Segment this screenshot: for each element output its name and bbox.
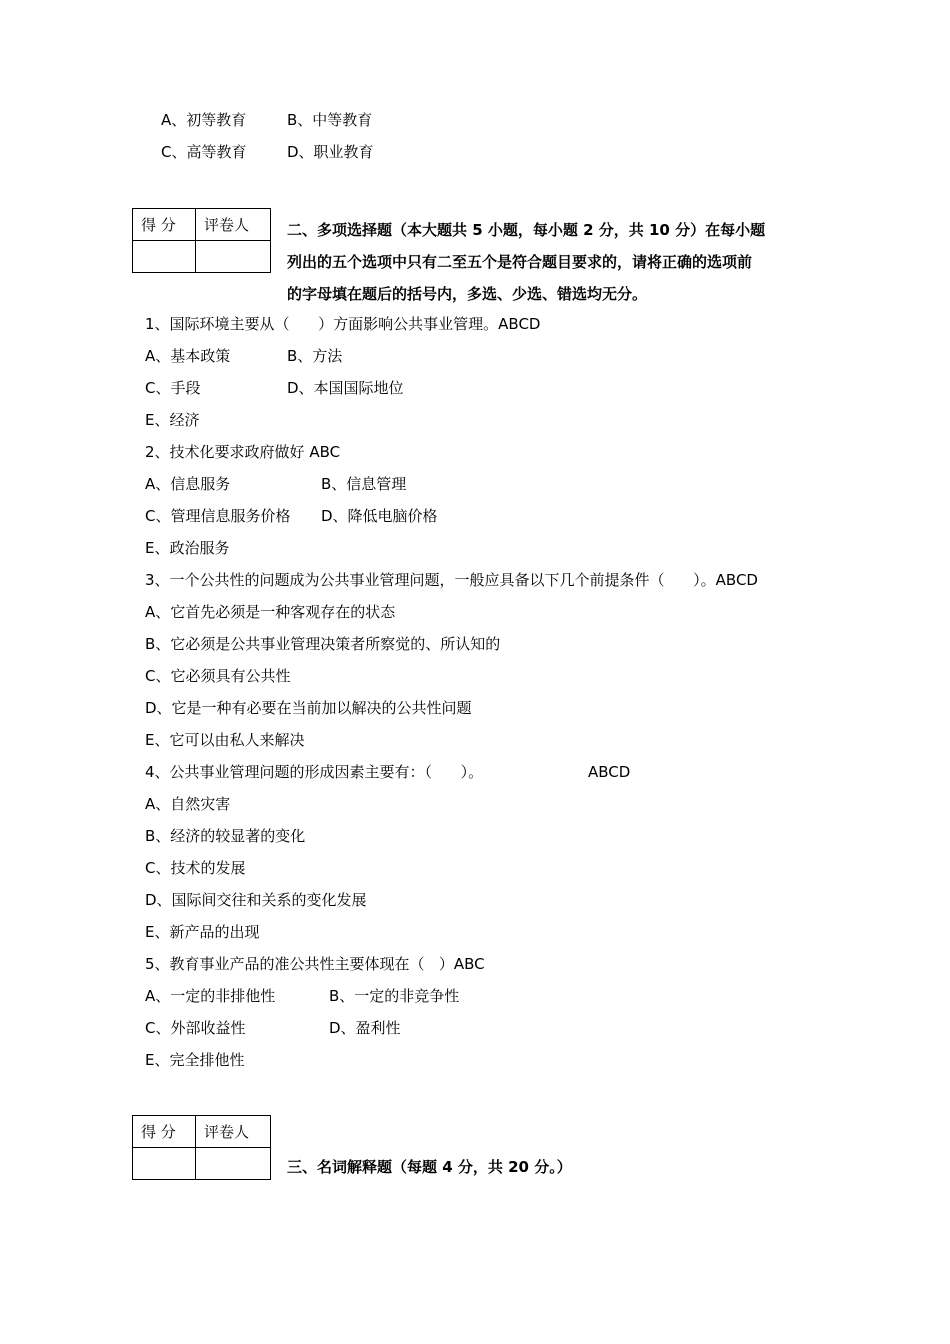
option-c: C、它必须具有公共性 (145, 667, 291, 685)
option-a: A、基本政策 (145, 347, 231, 365)
option-b: B、信息管理 (321, 475, 407, 493)
question-stem: 2、技术化要求政府做好 ABC (145, 443, 341, 461)
option-a: A、它首先必须是一种客观存在的状态 (145, 603, 396, 621)
option-d: D、本国国际地位 (287, 379, 404, 397)
score-header: 得 分 (133, 1116, 196, 1148)
option-c: C、高等教育 (161, 143, 247, 161)
section-heading: 的字母填在题后的括号内，多选、少选、错选均无分。 (287, 285, 648, 303)
option-b: B、一定的非竞争性 (329, 987, 460, 1005)
answer-key: ABCD (588, 763, 631, 781)
question-stem: 5、教育事业产品的准公共性主要体现在（ ）ABC (145, 955, 485, 973)
option-c: C、手段 (145, 379, 201, 397)
option-c: C、外部收益性 (145, 1019, 246, 1037)
option-c: C、技术的发展 (145, 859, 246, 877)
option-d: D、降低电脑价格 (321, 507, 438, 525)
score-header: 得 分 (133, 209, 196, 241)
option-c: C、管理信息服务价格 (145, 507, 291, 525)
option-d: D、国际间交往和关系的变化发展 (145, 891, 367, 909)
grader-cell (196, 1148, 271, 1180)
score-cell (133, 1148, 196, 1180)
option-d: D、职业教育 (287, 143, 374, 161)
question-stem: 3、一个公共性的问题成为公共事业管理问题，一般应具备以下几个前提条件（ ）。ABCD (145, 571, 758, 589)
score-table (132, 208, 271, 273)
grader-header: 评卷人 (196, 209, 271, 241)
option-a: A、自然灾害 (145, 795, 231, 813)
section-heading: 列出的五个选项中只有二至五个是符合题目要求的，请将正确的选项前 (287, 253, 753, 271)
question-stem: 4、公共事业管理问题的形成因素主要有：（ ）。 (145, 763, 484, 781)
option-a: A、初等教育 (161, 111, 247, 129)
grader-cell (196, 241, 271, 273)
option-b: B、中等教育 (287, 111, 373, 129)
option-b: B、方法 (287, 347, 343, 365)
option-d: D、盈利性 (329, 1019, 401, 1037)
option-e: E、新产品的出现 (145, 923, 260, 941)
score-cell (133, 241, 196, 273)
option-b: B、它必须是公共事业管理决策者所察觉的、所认知的 (145, 635, 501, 653)
option-b: B、经济的较显著的变化 (145, 827, 306, 845)
option-e: E、经济 (145, 411, 200, 429)
option-a: A、一定的非排他性 (145, 987, 276, 1005)
score-table (132, 1115, 271, 1180)
section-heading: 三、名词解释题（每题 4 分，共 20 分。） (287, 1158, 572, 1176)
option-a: A、信息服务 (145, 475, 231, 493)
grader-header: 评卷人 (196, 1116, 271, 1148)
question-stem: 1、国际环境主要从（ ）方面影响公共事业管理。ABCD (145, 315, 541, 333)
option-e: E、它可以由私人来解决 (145, 731, 305, 749)
section-heading: 二、多项选择题（本大题共 5 小题，每小题 2 分，共 10 分）在每小题 (287, 221, 766, 239)
option-e: E、政治服务 (145, 539, 230, 557)
option-e: E、完全排他性 (145, 1051, 245, 1069)
option-d: D、它是一种有必要在当前加以解决的公共性问题 (145, 699, 472, 717)
